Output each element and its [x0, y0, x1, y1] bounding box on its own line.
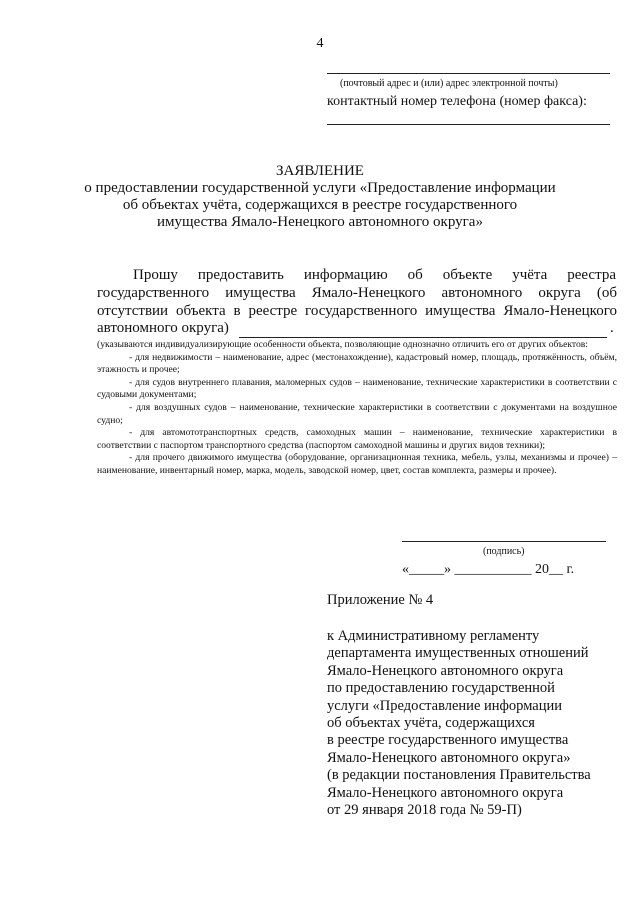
appendix-line: (в редакции постановления Правительства [327, 767, 591, 784]
appendix-line: услуги «Предоставление информации [327, 697, 562, 714]
phone-label: контактный номер телефона (номер факса): [327, 94, 587, 109]
appendix-line: Ямало-Ненецкого автономного округа [327, 784, 564, 801]
appendix-line: об объектах учёта, содержащихся [327, 715, 535, 732]
request-line-1: Прошу предоставить информацию об объекте учёта реестра [133, 267, 616, 283]
appendix-line: департамента имущественных отношений [327, 645, 589, 662]
title-line-3: имущества Ямало-Ненецкого автономного округа» [157, 214, 483, 230]
title-line-1: о предоставлении государственной услуги «Предоставление информации [84, 180, 556, 196]
request-line-4-end: . [610, 320, 614, 336]
note-intro: (указываются индивидуализирующие особенности объекта, позволяющие однозначно отличить его от других объектов: [97, 339, 588, 350]
address-line [327, 73, 610, 74]
signature-label: (подпись) [483, 546, 525, 557]
request-line-4: автономного округа) [97, 320, 229, 336]
appendix-title: Приложение № 4 [327, 592, 434, 608]
note-item-aircraft: - для воздушных судов – наименование, технические характеристики в соответствии с документами на воздушное судно; [97, 401, 617, 426]
appendix-line: к Административному регламенту [327, 628, 540, 644]
appendix-line: Ямало-Ненецкого автономного округа» [327, 749, 571, 766]
notes-block [97, 339, 617, 478]
title-line-2: об объектах учёта, содержащихся в реестре государственного [122, 197, 518, 213]
request-line-2: государственного имущества Ямало-Ненецкого автономного округа (об [97, 285, 617, 301]
note-item-vehicles: - для автомототранспортных средств, самоходных машин – наименование, технические характеристики в соответствии с паспортом транспортного средства (паспортом самоходной машины и других видов техники); [97, 427, 617, 451]
appendix-block [327, 628, 627, 819]
appendix-line: от 29 января 2018 года № 59-П) [327, 802, 522, 819]
postal-address-hint: (почтовый адрес и (или) адрес электронной почты) [340, 78, 558, 89]
appendix-line: Ямало-Ненецкого автономного округа [327, 662, 564, 679]
object-description-line [239, 337, 607, 338]
note-item-realty: - для недвижимости – наименование, адрес (местонахождение), кадастровый номер, площадь, протяжённость, объём, этажность и прочее; [97, 351, 617, 376]
document-heading: ЗАЯВЛЕНИЕ [276, 163, 364, 179]
request-line-3: отсутствии объекта в реестре государственного имущества Ямало-Ненецкого [97, 303, 617, 319]
appendix-line: по предоставлению государственной [327, 680, 555, 697]
appendix-line: в реестре государственного имущества [327, 732, 569, 749]
date-line: «_____» ___________ 20__ г. [402, 562, 575, 577]
page-number: 4 [316, 36, 324, 51]
phone-line [327, 124, 610, 125]
signature-line [402, 541, 606, 542]
note-item-other: - для прочего движимого имущества (оборудование, организационная техника, мебель, узлы, механизмы и прочее) – наименование, инвентарный номер, марка, модель, заводской номер, цвет, состав комплекта, размеры и прочее). [97, 452, 617, 476]
note-item-vessels: - для судов внутреннего плавания, маломерных судов – наименование, технические характеристики в соответствии с судовыми документами; [97, 376, 617, 401]
